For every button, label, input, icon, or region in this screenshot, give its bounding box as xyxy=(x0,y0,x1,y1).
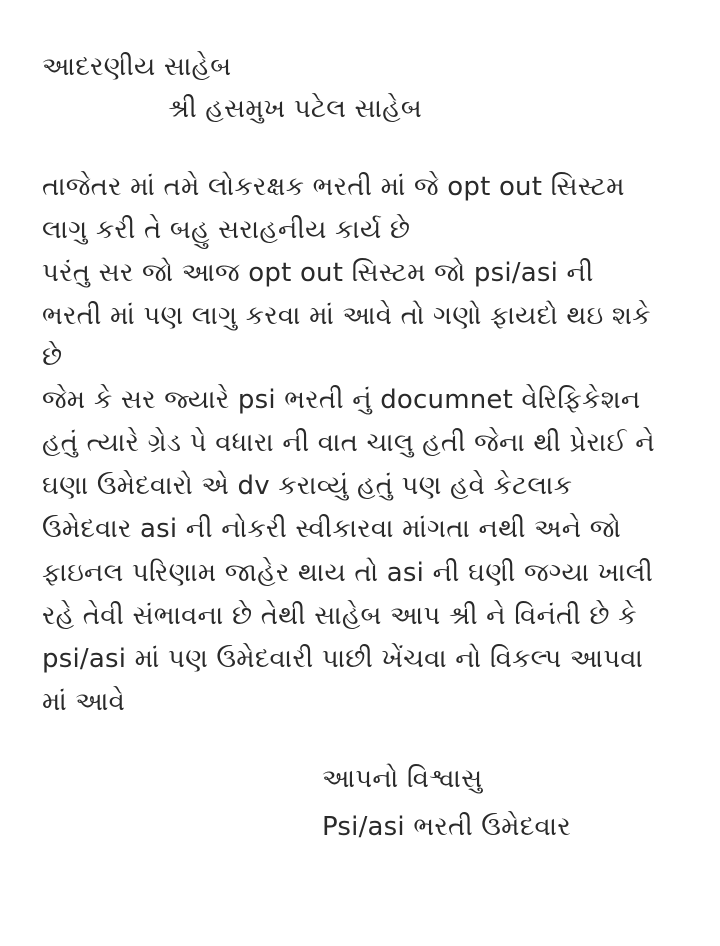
body-line: ઉમેદવાર asi ની નોકરી સ્વીકારવા માંગતા નથી અને જો xyxy=(42,514,622,544)
letter-signature: Psi/asi ભરતી ઉમેદવાર xyxy=(322,812,571,842)
body-line: લાગુ કરી તે બહુ સરાહનીય કાર્ય છે xyxy=(42,215,411,245)
body-line: માં આવે xyxy=(42,687,126,717)
body-line: ઘણા ઉમેદવારો એ dv કરાવ્યું હતું પણ હવે કેટલાક xyxy=(42,471,573,501)
body-line: psi/asi માં પણ ઉમેદવારી પાછી ખેંચવા નો વિકલ્પ આપવા xyxy=(42,644,644,674)
body-line: રહે તેવી સંભાવના છે તેથી સાહેબ આપ શ્રી ને વિનંતી છે કે xyxy=(42,601,637,631)
body-line: ભરતી માં પણ લાગુ કરવા માં આવે તો ગણો ફાયદો થઇ શકે xyxy=(42,301,651,331)
letter-greeting: આદરણીય સાહેબ xyxy=(42,52,232,82)
body-line: જેમ કે સર જ્યારે psi ભરતી નું documnet વેરિફિકેશન xyxy=(42,385,641,415)
letter-addressee: શ્રી હસમુખ પટેલ સાહેબ xyxy=(168,94,422,124)
body-line: તાજેતર માં તમે લોકરક્ષક ભરતી માં જે opt out સિસ્ટમ xyxy=(42,172,625,202)
body-line: છે xyxy=(42,342,63,372)
letter-closing: આપનો વિશ્વાસુ xyxy=(322,764,483,794)
body-line: હતું ત્યારે ગ્રેડ પે વધારા ની વાત ચાલુ હતી જેના થી પ્રેરાઈ ને xyxy=(42,428,655,458)
body-line: પરંતુ સર જો આજ opt out સિસ્ટમ જો psi/asi ની xyxy=(42,258,594,288)
body-line: ફાઇનલ પરિણામ જાહેર થાય તો asi ની ઘણી જગ્યા ખાલી xyxy=(42,558,654,588)
